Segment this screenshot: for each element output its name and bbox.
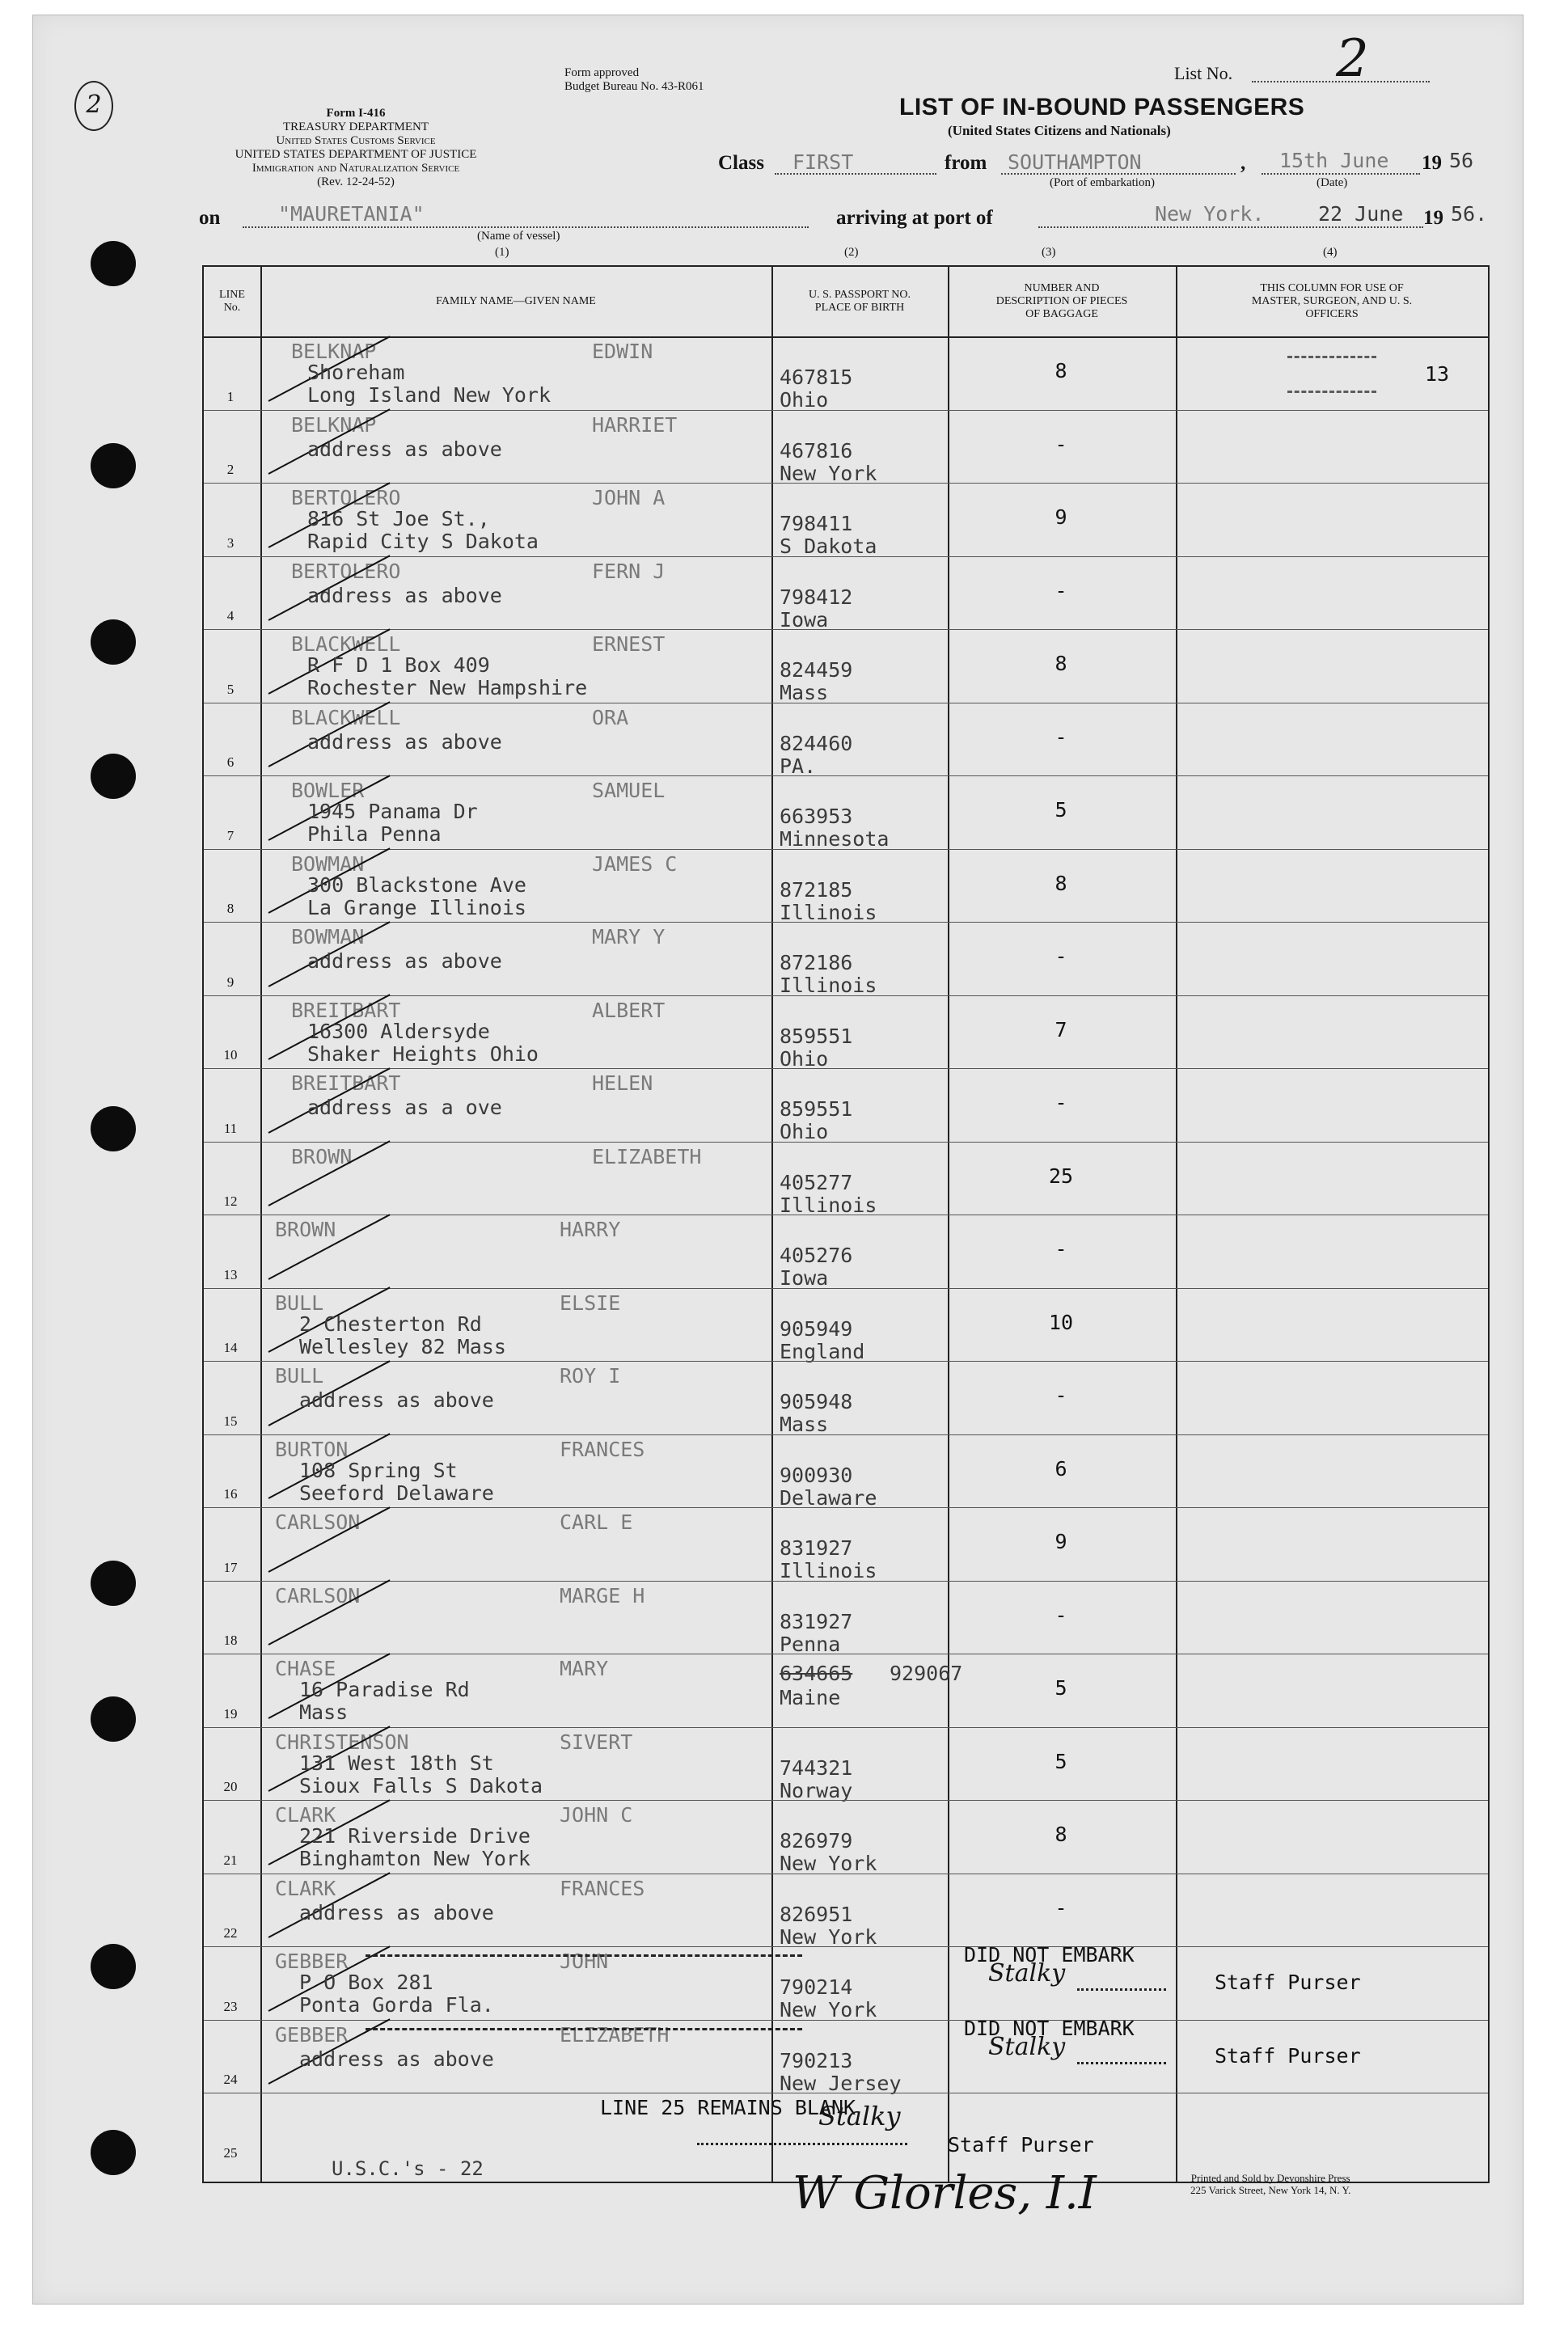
address-line-1: 131 West 18th St: [299, 1751, 494, 1775]
printer-line-2: 225 Varick Street, New York 14, N. Y.: [1190, 2184, 1351, 2196]
address-line-2: Binghamton New York: [299, 1847, 530, 1870]
col-number-3: (3): [1042, 246, 1056, 259]
officer-signature: W Glorles, I.I: [792, 2167, 1097, 2220]
from-comma: ,: [1240, 152, 1246, 174]
place-of-birth: Ohio: [780, 388, 829, 412]
row-divider: [204, 1288, 1488, 1289]
row-divider: [204, 1507, 1488, 1508]
table-row: [204, 1943, 1488, 2021]
class-value: FIRST: [792, 150, 854, 174]
table-row: [204, 1288, 1488, 1362]
given-name: JOHN C: [560, 1803, 633, 1827]
place-of-birth: New York: [780, 1998, 877, 2021]
class-label: Class: [718, 152, 764, 174]
family-name: BOWMAN: [291, 851, 365, 876]
immigration-service: Immigration and Naturalization Service: [251, 162, 460, 175]
family-name: BLACKWELL: [291, 705, 401, 729]
line-number: 17: [223, 1559, 238, 1575]
arriving-label: arriving at port of: [836, 207, 993, 229]
place-of-birth: Illinois: [780, 1193, 877, 1217]
document-title: LIST OF IN-BOUND PASSENGERS: [899, 94, 1305, 120]
form-revision: (Rev. 12-24-52): [317, 175, 395, 188]
family-name: GEBBER: [275, 1950, 349, 1973]
row-divider: [204, 1581, 1488, 1582]
did-not-embark-dash: [366, 1954, 802, 1957]
line-number: 11: [223, 1120, 238, 1136]
line-number: 16: [223, 1486, 238, 1502]
from-value: SOUTHAMPTON: [1008, 150, 1142, 174]
line-number: 12: [223, 1193, 238, 1209]
place-of-birth: New York: [780, 1924, 877, 1949]
baggage-count: 8: [1054, 1823, 1067, 1846]
col-header-passport: U. S. PASSPORT NO. PLACE OF BIRTH: [809, 289, 911, 314]
passport-number: 663953: [780, 805, 853, 828]
arrival-date: 22 June: [1318, 202, 1404, 226]
line-number: 3: [226, 534, 235, 551]
col-number-4: (4): [1323, 246, 1338, 259]
baggage-count: -: [1054, 432, 1067, 456]
address-line-1: Shoreham: [307, 361, 405, 384]
passport-number-corrected: 929067: [890, 1662, 963, 1685]
place-of-birth: Illinois: [780, 974, 877, 997]
given-name: SAMUEL: [592, 779, 666, 802]
baggage-count: -: [1054, 725, 1067, 749]
table-row: [204, 1874, 1488, 1947]
address-line-2: Ponta Gorda Fla.: [299, 1993, 494, 2017]
address-line-1: 16300 Aldersyde: [307, 1019, 490, 1043]
row-divider: [204, 410, 1488, 411]
row-divider: [204, 1434, 1488, 1435]
customs-service: United States Customs Service: [276, 134, 436, 147]
address-line-1: address as above: [307, 583, 502, 607]
place-of-birth: New Jersey: [780, 2071, 902, 2095]
purser-initials: Stalky: [988, 2032, 1066, 2061]
given-name: FRANCES: [560, 1876, 645, 1900]
list-no-value: 2: [1336, 29, 1369, 89]
did-not-embark-note: DID NOT EMBARK: [964, 2016, 1135, 2040]
year-suffix: 56: [1449, 149, 1474, 172]
row-divider: [204, 1361, 1488, 1362]
family-name: BULL: [275, 1291, 324, 1315]
baggage-count: 5: [1054, 798, 1067, 822]
line-number: 21: [223, 1852, 238, 1868]
passport-number: 859551: [780, 1024, 853, 1048]
row-divider: [204, 1068, 1488, 1069]
corner-circled-number: 2: [74, 81, 113, 131]
form-agency-block: [186, 107, 526, 189]
punch-hole: [91, 619, 136, 665]
family-name: BROWN: [275, 1218, 336, 1241]
treasury-department: TREASURY DEPARTMENT: [282, 120, 429, 133]
table-row: [204, 1581, 1488, 1654]
col-header-baggage: NUMBER AND DESCRIPTION OF PIECES OF BAGGAGE: [995, 282, 1128, 320]
row-divider: [204, 995, 1488, 996]
baggage-count: -: [1054, 578, 1067, 602]
passport-number: 824460: [780, 731, 853, 755]
place-of-birth: Maine: [780, 1686, 841, 1709]
date-line: [1262, 173, 1420, 175]
year-prefix: 19: [1422, 152, 1442, 174]
passport-number: 467815: [780, 365, 853, 389]
passport-number: 798411: [780, 512, 853, 535]
address-line-2: La Grange Illinois: [307, 895, 526, 919]
given-name: ELIZABETH: [560, 2022, 670, 2047]
row-divider: [204, 922, 1488, 923]
family-name: BURTON: [275, 1437, 349, 1461]
printer-line-1: Printed and Sold by Devonshire Press: [1190, 2172, 1350, 2184]
table-row: [204, 849, 1488, 923]
address-line-2: Sioux Falls S Dakota: [299, 1773, 543, 1798]
address-line-2: Long Island New York: [307, 383, 552, 407]
purser-dots: [1077, 1988, 1166, 1991]
family-name: BELKNAP: [291, 340, 377, 363]
arrival-year-suffix: 56.: [1451, 202, 1488, 226]
table-row: [204, 2016, 1488, 2095]
address-line-2: Phila Penna: [307, 822, 442, 846]
given-name: ELIZABETH: [592, 1144, 702, 1168]
table-row: [204, 703, 1488, 776]
address-line-1: P O Box 281: [299, 1971, 433, 1994]
place-of-birth: PA.: [780, 754, 817, 778]
address-line-1: address as above: [299, 1900, 494, 1924]
on-label: on: [199, 207, 221, 229]
passport-number: 831927: [780, 1536, 853, 1560]
place-of-birth: Delaware: [780, 1485, 877, 1510]
baggage-count: 6: [1054, 1456, 1067, 1481]
place-of-birth: England: [780, 1339, 865, 1363]
place-of-birth: Ohio: [780, 1046, 829, 1071]
table-row: [204, 483, 1488, 556]
passport-number: 831927: [780, 1609, 853, 1633]
officers-stamp-residue: [1287, 356, 1376, 393]
place-of-birth: New York: [780, 1852, 877, 1875]
given-name: HELEN: [592, 1071, 653, 1095]
table-row: [204, 995, 1488, 1069]
col-header-line-no: LINE No.: [219, 289, 245, 314]
budget-bureau: Budget Bureau No. 43-R061: [564, 80, 704, 93]
given-name: JOHN: [560, 1950, 609, 1973]
baggage-count: -: [1054, 1895, 1067, 1920]
punch-hole: [91, 241, 136, 286]
staff-purser-label: Staff Purser: [1215, 2043, 1361, 2068]
row-divider: [204, 1142, 1488, 1143]
printer-imprint: [1190, 2172, 1350, 2196]
table-row: [204, 556, 1488, 630]
family-name: BERTOLERO: [291, 559, 401, 583]
family-name: BREITBART: [291, 998, 401, 1022]
baggage-count: 8: [1054, 652, 1067, 675]
place-of-birth: Illinois: [780, 1559, 877, 1582]
line-number: 6: [226, 754, 235, 770]
given-name: ELSIE: [560, 1291, 621, 1315]
line-number: 9: [226, 974, 235, 990]
family-name: BOWLER: [291, 779, 365, 802]
line-number: 7: [226, 827, 235, 843]
given-name: FRANCES: [560, 1437, 645, 1461]
port-embarkation-label: (Port of embarkation): [1050, 176, 1155, 189]
address-line-1: 16 Paradise Rd: [299, 1678, 470, 1701]
family-name: BREITBART: [291, 1071, 401, 1095]
table-row: [204, 1654, 1488, 1727]
given-name: ALBERT: [592, 998, 666, 1022]
address-line-1: 816 St Joe St.,: [307, 507, 490, 530]
address-line-2: Mass: [299, 1700, 349, 1724]
place-of-birth: Mass: [780, 681, 829, 704]
place-of-birth: Ohio: [780, 1120, 829, 1143]
date-label: (Date): [1317, 176, 1348, 189]
address-line-2: Seeford Delaware: [299, 1481, 494, 1505]
address-line-2: Rochester New Hampshire: [307, 676, 588, 699]
given-name: EDWIN: [592, 340, 653, 363]
row-divider: [204, 1946, 1488, 1947]
place-of-birth: New York: [780, 461, 877, 485]
col-header-officers: THIS COLUMN FOR USE OF MASTER, SURGEON, AND U. S. OFFICERS: [1251, 282, 1413, 320]
row-divider: [204, 2020, 1488, 2021]
given-name: MARY Y: [592, 925, 666, 948]
document-subtitle: (United States Citizens and Nationals): [948, 123, 1171, 138]
vessel-line: [243, 226, 809, 228]
given-name: SIVERT: [560, 1730, 633, 1754]
address-line-1: 1945 Panama Dr: [307, 800, 478, 823]
punch-hole: [91, 1944, 136, 1989]
row-divider: [204, 483, 1488, 484]
officers-mark: 13: [1425, 362, 1450, 386]
table-row: [204, 1800, 1488, 1874]
line-25-staff-purser: Staff Purser: [948, 2133, 1094, 2157]
family-name: GEBBER: [275, 2022, 349, 2047]
arrival-port: New York.: [1155, 202, 1265, 226]
given-name: ORA: [592, 705, 629, 729]
place-of-birth: Penna: [780, 1632, 841, 1656]
address-line-2: Wellesley 82 Mass: [299, 1334, 506, 1358]
family-name: BULL: [275, 1364, 324, 1388]
passport-number: 405277: [780, 1170, 853, 1194]
table-row: [204, 629, 1488, 703]
row-divider: [204, 556, 1488, 557]
passport-number: 798412: [780, 585, 853, 609]
address-line-2: Shaker Heights Ohio: [307, 1041, 539, 1066]
did-not-embark-note: DID NOT EMBARK: [964, 1943, 1135, 1967]
passport-number: 826979: [780, 1829, 853, 1853]
passport-number: 790214: [780, 1975, 853, 1999]
given-name: MARGE H: [560, 1583, 645, 1607]
given-name: HARRY: [560, 1218, 621, 1241]
table-row: [204, 775, 1488, 849]
table-row: [204, 1068, 1488, 1142]
address-line-1: 108 Spring St: [299, 1458, 458, 1482]
table-row: [204, 1361, 1488, 1434]
address-line-1: address as above: [307, 729, 502, 754]
family-name: BOWMAN: [291, 925, 365, 948]
place-of-birth: Iowa: [780, 1266, 829, 1290]
given-name: CARL E: [560, 1510, 633, 1534]
passport-number: 872186: [780, 951, 853, 974]
table-row: [204, 1727, 1488, 1801]
col-number-2: (2): [844, 246, 859, 259]
line-number: 13: [223, 1266, 238, 1282]
baggage-count: 25: [1048, 1164, 1074, 1188]
line-number: 24: [223, 2072, 238, 2087]
family-name: CLARK: [275, 1803, 336, 1827]
passport-number: 905948: [780, 1390, 853, 1413]
line-number: 19: [223, 1705, 238, 1722]
baggage-count: -: [1054, 944, 1067, 968]
line-number: 8: [226, 901, 235, 916]
passport-number: 872185: [780, 877, 853, 902]
passport-number: 790213: [780, 2048, 853, 2072]
line-25-purser-signature: Stalky: [818, 2101, 901, 2131]
passport-number: 824459: [780, 658, 853, 682]
place-of-birth: Norway: [780, 1778, 853, 1802]
line-25-dots: [697, 2143, 907, 2145]
baggage-count: 8: [1054, 871, 1067, 895]
line-number: 20: [223, 1779, 238, 1794]
row-divider: [204, 775, 1488, 776]
baggage-count: -: [1054, 1603, 1067, 1627]
given-name: FERN J: [592, 559, 666, 583]
col-header-name: FAMILY NAME—GIVEN NAME: [436, 295, 596, 307]
baggage-count: -: [1054, 1091, 1067, 1114]
punch-hole: [91, 754, 136, 799]
table-row: [204, 410, 1488, 484]
punch-hole: [91, 1696, 136, 1742]
place-of-birth: Iowa: [780, 607, 829, 632]
purser-dots: [1077, 2062, 1166, 2064]
place-of-birth: Illinois: [780, 900, 877, 924]
given-name: JOHN A: [592, 486, 666, 509]
line-number: 18: [223, 1633, 238, 1648]
family-name: BROWN: [291, 1144, 353, 1168]
family-name: BERTOLERO: [291, 486, 401, 509]
punch-hole: [91, 1561, 136, 1606]
passport-number: 634665: [780, 1662, 853, 1685]
line-number: 15: [223, 1413, 238, 1429]
row-divider: [204, 1800, 1488, 1801]
passenger-table: [202, 265, 1490, 2183]
vessel-label: (Name of vessel): [477, 230, 560, 243]
punch-hole: [91, 1106, 136, 1151]
punch-hole: [91, 2130, 136, 2175]
family-name: CHASE: [275, 1657, 336, 1680]
line-number: 25: [223, 2144, 238, 2161]
passport-number: 744321: [780, 1755, 853, 1780]
vessel-name: "MAURETANIA": [278, 202, 425, 226]
passport-number: 467816: [780, 438, 853, 463]
address-line-1: address as a ove: [307, 1096, 502, 1119]
staff-purser-label: Staff Purser: [1215, 1971, 1361, 1994]
did-not-embark-dash: [366, 2028, 802, 2030]
table-row: [204, 1215, 1488, 1288]
family-name: BLACKWELL: [291, 632, 401, 656]
family-name: CHRISTENSON: [275, 1730, 409, 1754]
address-line-1: 221 Riverside Drive: [299, 1824, 530, 1848]
line-number: 14: [223, 1340, 238, 1355]
family-name: CARLSON: [275, 1510, 361, 1534]
baggage-count: -: [1054, 1384, 1067, 1407]
given-name: JAMES C: [592, 851, 678, 876]
given-name: MARY: [560, 1657, 609, 1680]
baggage-count: 5: [1054, 1749, 1067, 1773]
table-row: [204, 1142, 1488, 1215]
arrival-line: [1038, 226, 1423, 228]
family-name: CARLSON: [275, 1583, 361, 1607]
baggage-count: 7: [1054, 1017, 1067, 1041]
punch-hole: [91, 443, 136, 488]
baggage-count: 5: [1054, 1676, 1067, 1700]
given-name: ROY I: [560, 1364, 621, 1388]
place-of-birth: S Dakota: [780, 534, 877, 558]
table-row: [204, 922, 1488, 995]
address-line-1: 2 Chesterton Rd: [299, 1312, 482, 1336]
address-line-1: 300 Blackstone Ave: [307, 872, 526, 897]
from-label: from: [945, 152, 987, 174]
address-line-2: Rapid City S Dakota: [307, 530, 539, 553]
line-25-remains-blank: LINE 25 REMAINS BLANK: [600, 2096, 856, 2119]
family-name: BELKNAP: [291, 412, 377, 437]
department-of-justice: UNITED STATES DEPARTMENT OF JUSTICE: [235, 148, 477, 161]
given-name: HARRIET: [592, 412, 678, 437]
baggage-count: 9: [1054, 1530, 1067, 1553]
form-approved: Form approved: [564, 66, 640, 79]
address-line-1: address as above: [299, 2047, 494, 2071]
row-divider: [204, 629, 1488, 630]
arrival-year-prefix: 19: [1423, 207, 1443, 229]
address-line-1: R F D 1 Box 409: [307, 653, 490, 677]
baggage-count: 8: [1054, 359, 1067, 382]
line-number: 4: [226, 608, 235, 623]
uscs-count: U.S.C.'s - 22: [332, 2157, 484, 2180]
line-number: 1: [226, 388, 235, 404]
address-line-1: address as above: [307, 437, 502, 461]
line-number: 23: [223, 1998, 238, 2014]
form-approval-block: [564, 66, 704, 94]
purser-initials: Stalky: [988, 1959, 1066, 1988]
passport-number: 905949: [780, 1316, 853, 1341]
row-divider: [204, 1727, 1488, 1728]
table-row: [204, 1434, 1488, 1508]
family-name: CLARK: [275, 1876, 336, 1900]
given-name: ERNEST: [592, 632, 666, 656]
form-number: Form I-416: [326, 107, 386, 120]
place-of-birth: Mass: [780, 1413, 829, 1436]
table-row: [204, 1507, 1488, 1581]
baggage-count: -: [1054, 1237, 1067, 1261]
line-number: 5: [226, 681, 235, 697]
line-number: 10: [223, 1047, 238, 1062]
address-line-1: address as above: [299, 1388, 494, 1412]
baggage-count: 10: [1048, 1310, 1074, 1334]
col-number-1: (1): [495, 246, 509, 259]
passport-number: 900930: [780, 1463, 853, 1487]
list-no-label: List No.: [1174, 63, 1233, 83]
passport-number: 405276: [780, 1244, 853, 1267]
line-number: 22: [223, 1925, 238, 1941]
passport-number: 826951: [780, 1902, 853, 1926]
address-line-1: address as above: [307, 949, 502, 973]
departure-date: 15th June: [1279, 149, 1389, 172]
baggage-count: 9: [1054, 505, 1067, 529]
row-divider: [204, 849, 1488, 850]
line-number: 2: [226, 462, 235, 477]
passport-number: 859551: [780, 1097, 853, 1121]
place-of-birth: Minnesota: [780, 827, 890, 851]
